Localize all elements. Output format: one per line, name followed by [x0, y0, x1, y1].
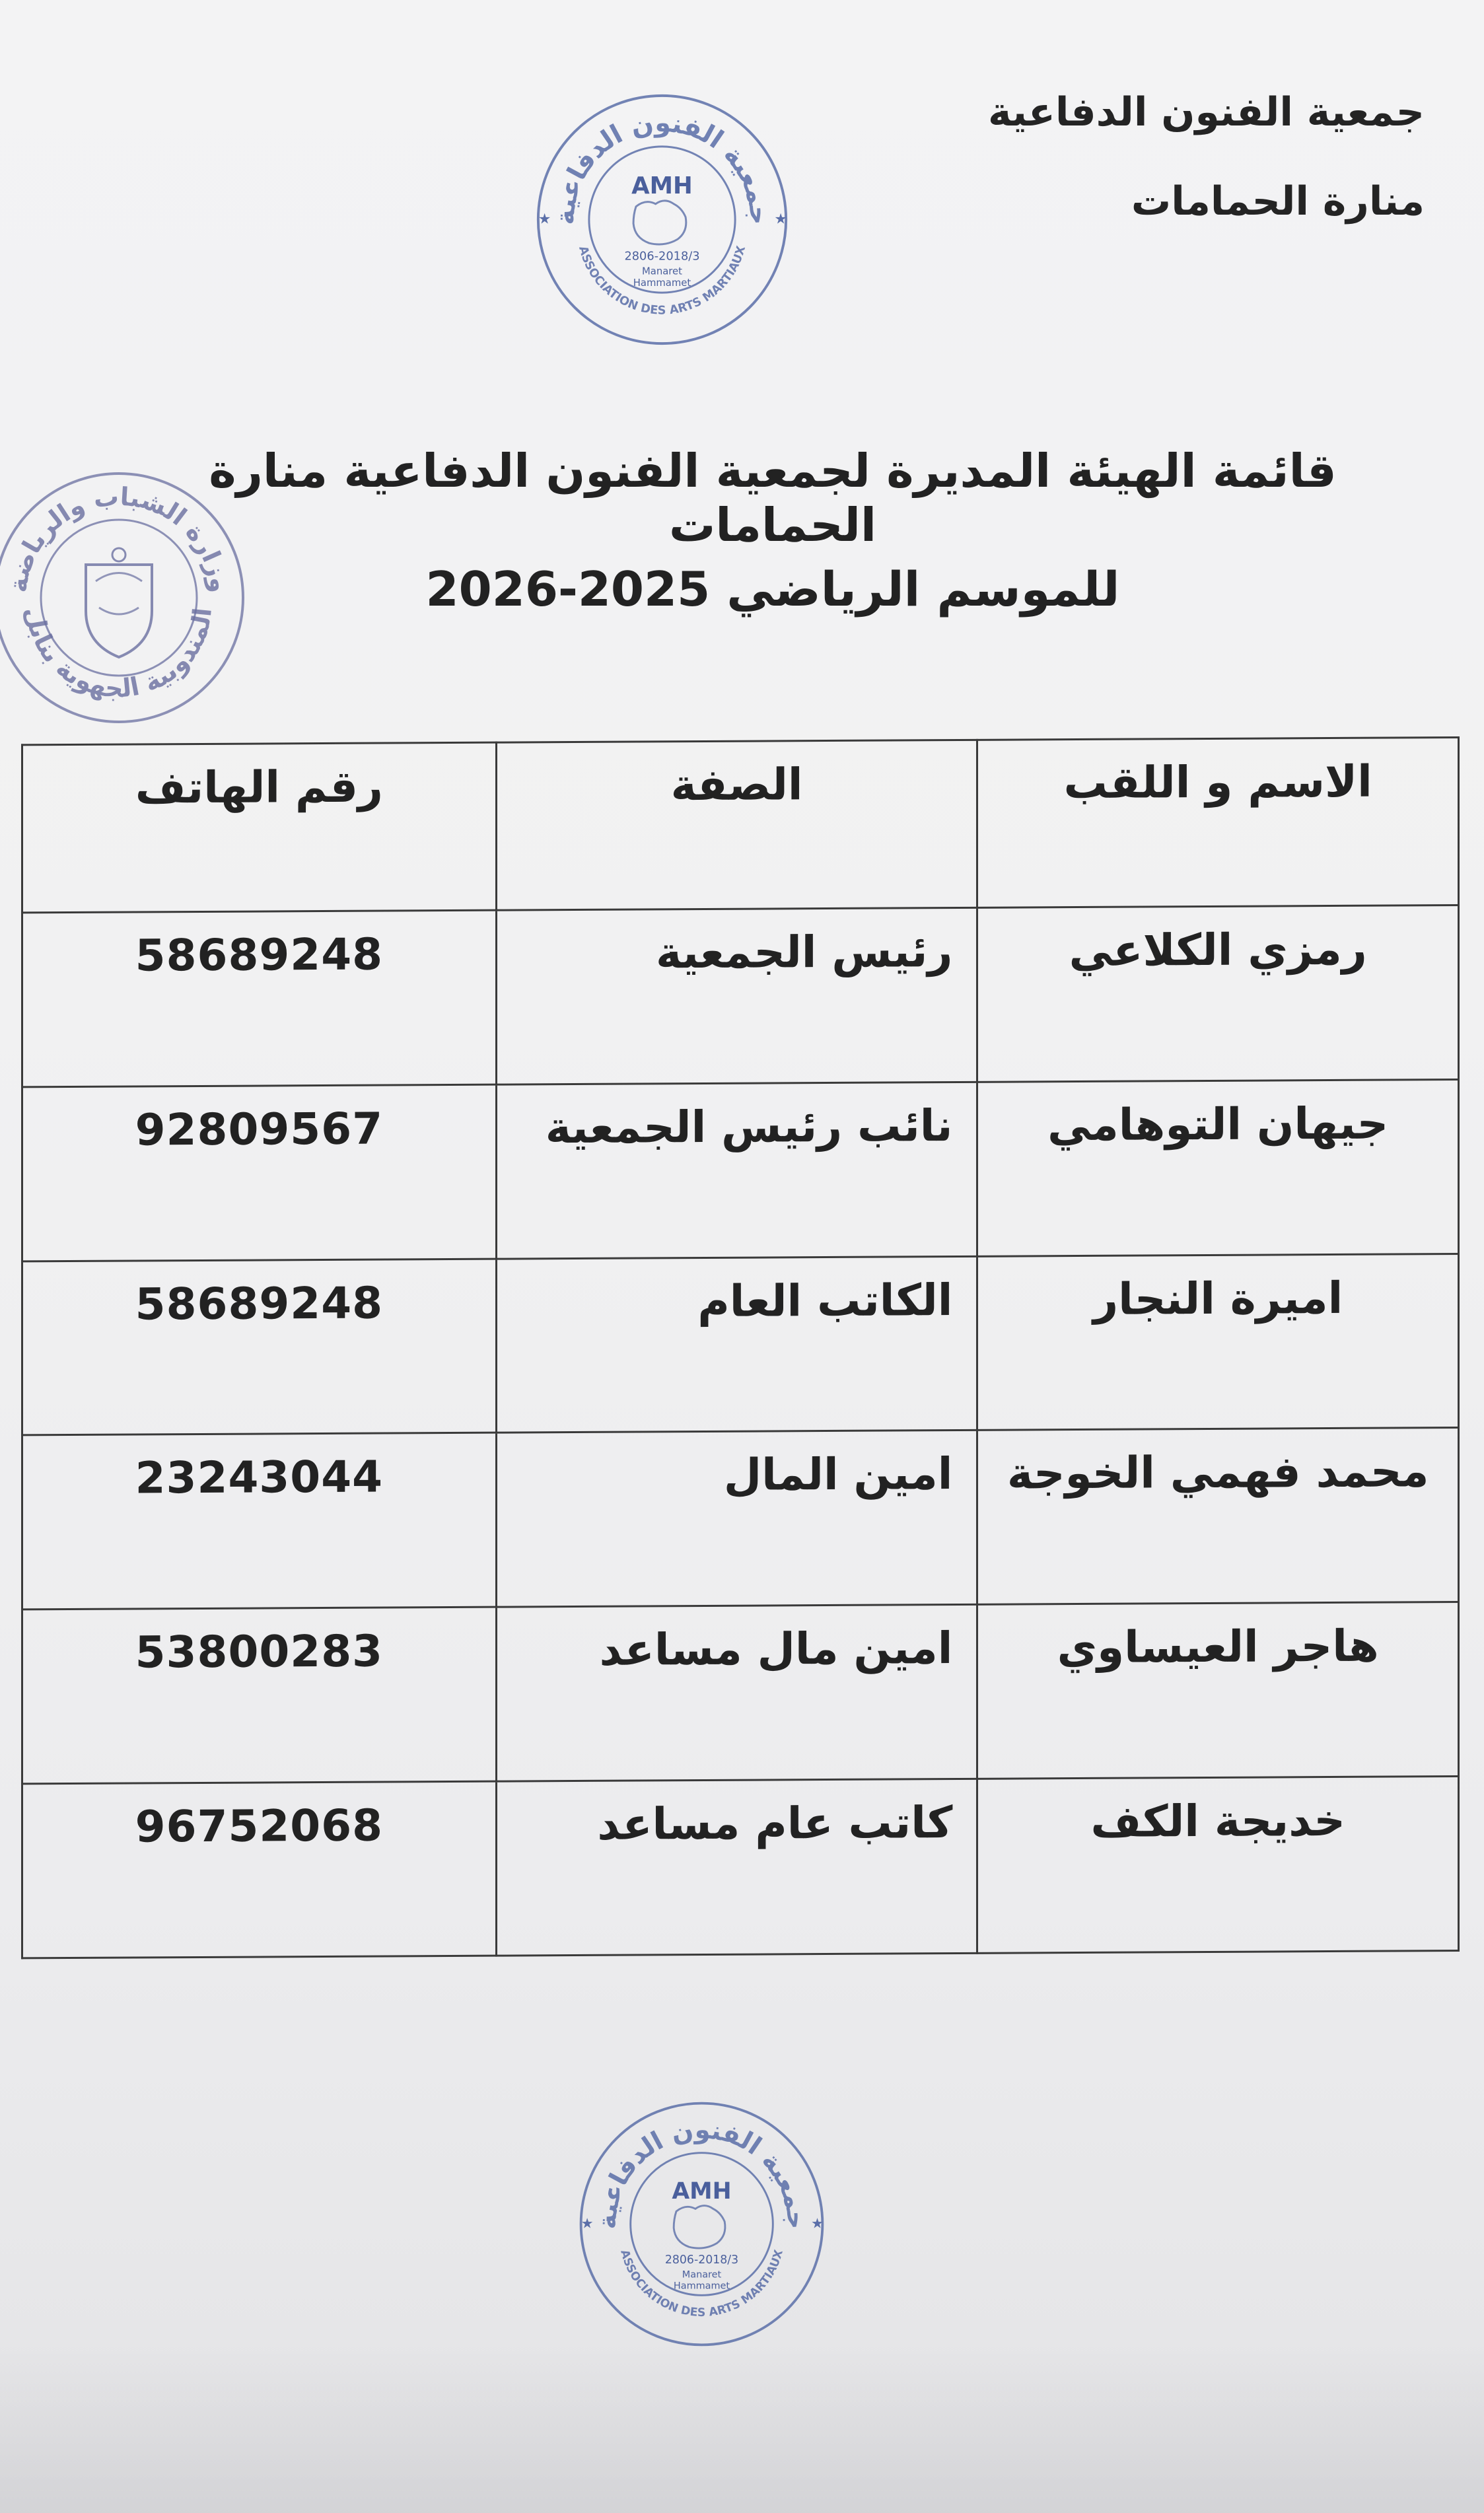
- paper-shadow: [0, 2341, 1484, 2513]
- svg-text:المندوبية الجهوية بنابل: [20, 605, 217, 703]
- document-subtitle: للموسم الرياضي 2025-2026: [425, 561, 1120, 617]
- svg-text:جمعية الفنون الدفاعية: [592, 2115, 811, 2230]
- association-stamp-bottom: [575, 2097, 829, 2351]
- stamp-city1: Manaret: [642, 265, 682, 277]
- stamp-abbr: AMH: [631, 172, 693, 199]
- stamp-city1: Manaret: [682, 2269, 722, 2281]
- stamp-ring-french: ASSOCIATION DES ARTS MARTIAUX: [618, 2248, 786, 2320]
- association-stamp-top: [532, 89, 793, 350]
- member-phone: 96752068: [22, 1781, 497, 1958]
- table-row: [22, 1079, 1459, 1261]
- member-name: جيهان التوهامي: [977, 1079, 1459, 1256]
- association-stamp-top-graphic: [532, 89, 793, 350]
- member-name: هاجر العيساوي: [977, 1602, 1459, 1779]
- member-name: اميرة النجار: [977, 1254, 1459, 1431]
- association-stamp-bottom-graphic: [575, 2097, 829, 2351]
- stamp-reg-no: 2806-2018/3: [664, 2253, 739, 2267]
- member-role: كاتب عام مساعد: [496, 1779, 977, 1956]
- stamp-city2: Hammamet: [673, 2281, 730, 2292]
- stamp-abbr: AMH: [672, 2178, 732, 2205]
- org-location: منارة الحمامات: [1131, 178, 1425, 225]
- member-phone: 23243044: [22, 1433, 497, 1610]
- table-row: [22, 1428, 1459, 1610]
- table-row: [22, 905, 1459, 1087]
- ministry-ring-top: وزارة الشباب والرياضة: [3, 481, 235, 594]
- table-header-row: [22, 738, 1459, 913]
- org-name: جمعية الفنون الدفاعية: [987, 89, 1425, 135]
- member-role: نائب رئيس الجمعية: [496, 1082, 977, 1259]
- coat-of-arms-icon: [86, 565, 152, 657]
- member-role: امين المال: [496, 1431, 977, 1608]
- stamp-ring-arabic: جمعية الفنون الدفاعية: [549, 108, 775, 226]
- stamp-ring-arabic: جمعية الفنون الدفاعية: [592, 2115, 811, 2230]
- member-name: محمد فهمي الخوجة: [977, 1428, 1459, 1605]
- star-icon: ★: [581, 2214, 594, 2232]
- header-phone: رقم الهاتف: [22, 742, 497, 913]
- member-phone: 92809567: [22, 1084, 497, 1261]
- table-row: [22, 1254, 1459, 1435]
- member-name: رمزي الكلاعي: [977, 905, 1459, 1082]
- member-role: الكاتب العام: [496, 1256, 977, 1433]
- stamp-reg-no: 2806-2018/3: [624, 250, 700, 264]
- header-name: الاسم و اللقب: [977, 738, 1459, 908]
- table-row: [22, 1602, 1459, 1784]
- member-phone: 53800283: [22, 1607, 497, 1784]
- member-phone: 58689248: [22, 910, 497, 1087]
- member-name: خديجة الكف: [977, 1777, 1459, 1954]
- stamp-emblem-icon: [633, 201, 686, 244]
- member-role: امين مال مساعد: [496, 1605, 977, 1782]
- member-phone: 58689248: [22, 1259, 497, 1436]
- stamp-emblem-icon: [674, 2206, 725, 2248]
- document-title: قائمة الهيئة المديرة لجمعية الفنون الدفاعية منارة الحمامات: [209, 444, 1337, 552]
- member-role: رئيس الجمعية: [496, 907, 977, 1084]
- table-row: [22, 1777, 1459, 1958]
- star-icon: ★: [538, 211, 551, 228]
- stamp-ring-french: ASSOCIATION DES ARTS MARTIAUX: [575, 244, 749, 318]
- stamp-city2: Hammamet: [633, 277, 691, 289]
- header-role: الصفة: [496, 740, 977, 910]
- star-icon: ★: [774, 211, 787, 228]
- star-icon: ★: [811, 2214, 824, 2232]
- ministry-ring-bottom: المندوبية الجهوية بنابل: [20, 604, 217, 703]
- board-members-table: [21, 736, 1460, 1959]
